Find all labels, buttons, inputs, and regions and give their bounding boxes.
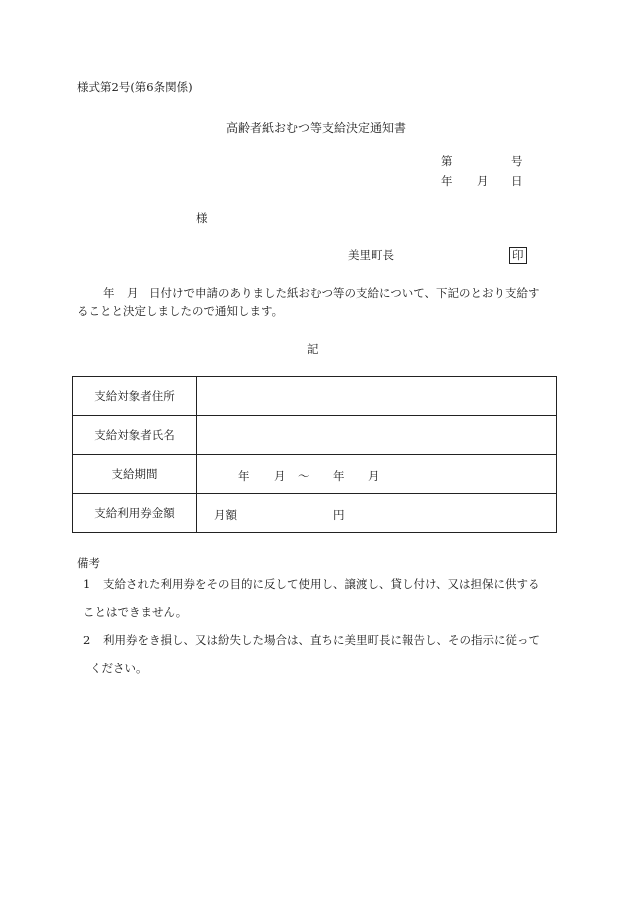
body-date-month: 月 (127, 286, 139, 300)
issue-year: 年 (441, 174, 453, 188)
value-amount (197, 494, 557, 533)
table-row (73, 377, 557, 416)
value-address (197, 377, 557, 416)
period-from-year: 年 (238, 469, 250, 483)
addressee-sama: 様 (196, 211, 208, 225)
note-1-number: 1 (83, 577, 91, 591)
note-1-line2: ことはできません。 (83, 605, 188, 619)
label-amount: 支給利用券金額 (73, 494, 197, 533)
period-from-month: 月 (274, 469, 286, 483)
issue-day: 日 (511, 174, 523, 188)
label-period: 支給期間 (73, 455, 197, 494)
amount-monthly: 月額 (214, 508, 237, 522)
body-line1: 日付けで申請のありました紙おむつ等の支給について、下記のとおり支給す (149, 286, 540, 300)
issue-go: 号 (511, 154, 523, 168)
seal-mark: 印 (509, 247, 527, 264)
note-2-line1: 利用券をき損し、又は紛失した場合は、直ちに美里町長に報告し、その指示に従って (103, 633, 540, 647)
seal-box (509, 247, 527, 264)
issue-dai: 第 (441, 154, 453, 168)
table-row (73, 494, 557, 533)
period-to-month: 月 (368, 469, 380, 483)
value-period (197, 455, 557, 494)
note-2-line2: ください。 (90, 661, 148, 675)
body-date-year: 年 (103, 286, 115, 300)
body-line2: ることと決定しましたので通知します。 (77, 304, 284, 318)
table-row (73, 416, 557, 455)
amount-yen: 円 (333, 508, 345, 522)
issue-month: 月 (477, 174, 489, 188)
period-to-year: 年 (333, 469, 345, 483)
notes-heading: 備考 (77, 556, 100, 570)
label-name: 支給対象者氏名 (73, 416, 197, 455)
ki-label: 記 (307, 342, 319, 356)
value-name (197, 416, 557, 455)
note-1-line1: 支給された利用券をその目的に反して使用し、譲渡し、貸し付け、又は担保に供する (103, 577, 540, 591)
sender-name: 美里町長 (348, 248, 394, 262)
benefit-table (72, 376, 557, 533)
table-row (73, 455, 557, 494)
form-number: 様式第2号(第6条関係) (77, 80, 193, 94)
label-address: 支給対象者住所 (73, 377, 197, 416)
period-tilde: ～ (298, 469, 310, 483)
document-title: 高齢者紙おむつ等支給決定通知書 (226, 121, 407, 135)
note-2-number: 2 (83, 633, 91, 647)
